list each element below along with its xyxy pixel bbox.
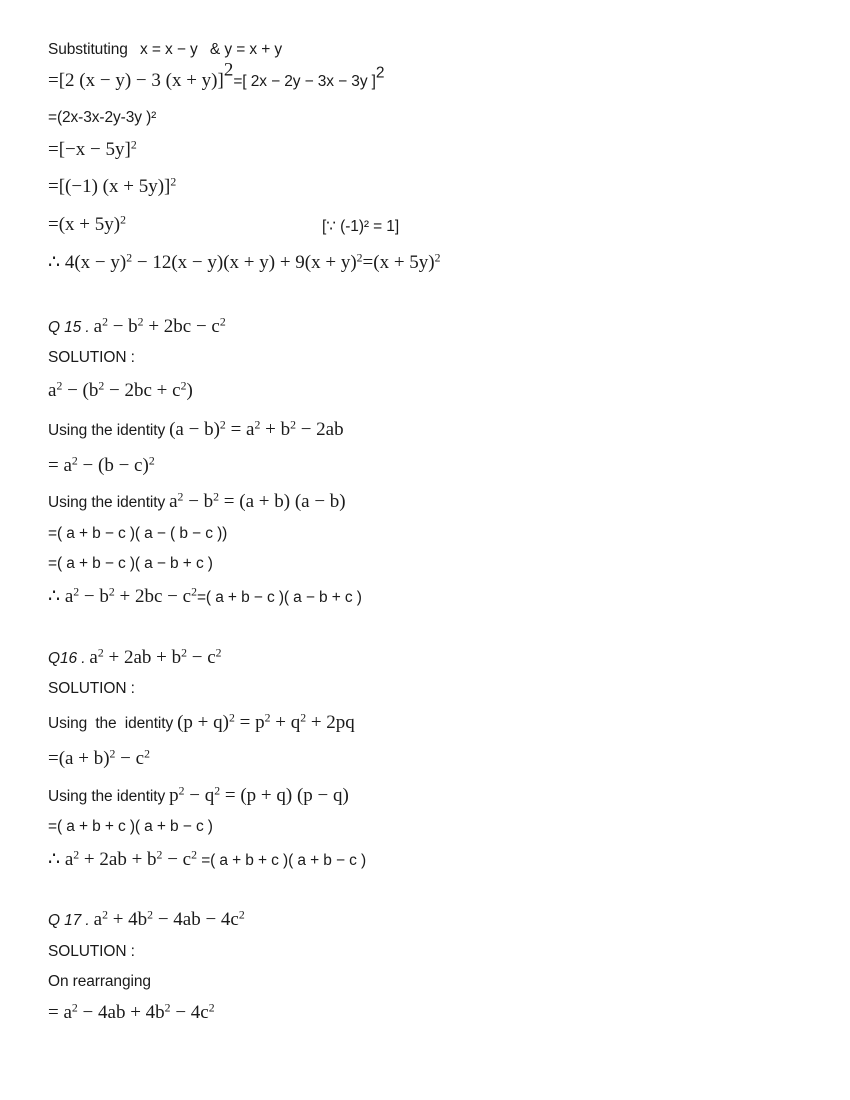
q15-label: Q 15 . [48, 319, 90, 336]
step-factor-line: =[(−1) (x + 5y)]$^2$ [48, 175, 177, 197]
step-simplify-line: $=[-x - 5y]^2$ [48, 138, 137, 160]
substitution-y: & y = x + y [209, 41, 283, 58]
q16-expression: $a^2 + 2ab + b^2 - c^2$ [89, 646, 222, 668]
q16-identity1: Using the identity $(p + q)^2 = p^2 + q^2 + 2pq$ [48, 711, 355, 733]
step-expand-serif: =[2 (x − y) − 3 (x + y)] [48, 70, 224, 91]
q16-heading [48, 647, 222, 669]
q16-conclusion: ∴ $a^2 + 2ab + b^2 - c^2$ =( a + b + c )( a + b − c ) [48, 848, 367, 870]
q15-heading [48, 316, 226, 338]
q17-rearranging-label: On rearranging [48, 973, 151, 990]
q16-identity2: Using the identity $p^2 - q^2 = (p + q) (p - q)$ [48, 784, 349, 806]
substitution-x: x = x − y [140, 41, 198, 58]
q17-label: Q 17 . [48, 912, 90, 929]
step-result-line: $=(x + 5y)^2$ [48, 213, 126, 235]
q15-step2: = $a^2 - (b - c)^2$ [48, 454, 155, 476]
q15-solution-label: SOLUTION : [48, 349, 135, 366]
q15-expression: $a^2 - b^2 + 2bc - c^2$ [93, 315, 226, 337]
q16-step2: =( a + b + c )( a + b − c ) [48, 818, 213, 835]
q15-conclusion: ∴ $a^2 - b^2 + 2bc - c^2=$( a + b − c )( a − b + c ) [48, 585, 362, 607]
step-expand-line: =[2 (x − y) − 3 (x + y)]$^2$=[ 2x − 2y − 3x − 3y ]$^2$ [48, 59, 385, 91]
q17-step1: = $a^2 - 4ab + 4b^2 - 4c^2$ [48, 1001, 215, 1023]
substituting-label: Substituting [48, 41, 128, 58]
q15-step3: =( a + b − c )( a − ( b − c )) [48, 525, 228, 542]
q17-expression: $a^2 + 4b^2 - 4ab - 4c^2$ [93, 908, 245, 930]
q15-step4: =( a + b − c )( a − b + c ) [48, 555, 213, 572]
q16-step1: $=(a + b)^2 - c^2$ [48, 747, 150, 769]
q17-solution-label: SOLUTION : [48, 943, 135, 960]
q15-identity2: Using the identity $a^2 - b^2 = (a + b) (a - b)$ [48, 490, 346, 512]
reason-note: [∵ (-1)² = 1] [322, 218, 400, 235]
q16-label: Q16 . [48, 650, 86, 667]
q15-identity1: Using the identity $(a - b)^2 = a^2 + b^2 - 2ab$ [48, 418, 344, 440]
substitution-line [48, 41, 282, 59]
q15-step1: $a^2 - (b^2 - 2bc + c^2)$ [48, 379, 193, 401]
step-collect-line: =(2x-3x-2y-3y )² [48, 109, 157, 126]
conclusion-line: ∴ $4(x - y)^2 - 12(x - y)(x + y) + 9(x + y)^2=(x + 5y)^2$ [48, 251, 441, 273]
step-expand-sans: =[ 2x − 2y − 3x − 3y ] [233, 73, 376, 90]
q16-solution-label: SOLUTION : [48, 680, 135, 697]
q17-heading [48, 909, 245, 931]
